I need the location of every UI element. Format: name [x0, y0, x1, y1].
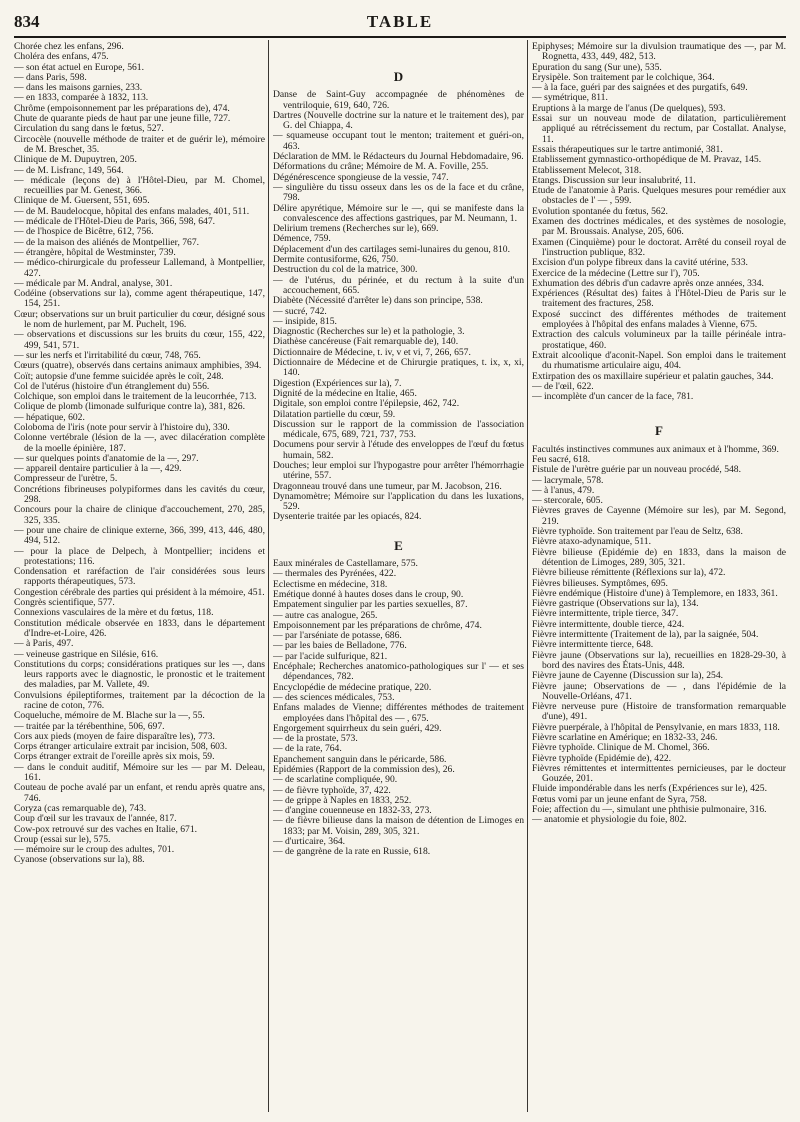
index-entry: Fièvre nerveuse pure (Histoire de transformation remarquable d'une), 491.: [532, 701, 786, 723]
index-entry: Fièvre intermittente (Traitement de la), par la saignée, 504.: [532, 629, 759, 641]
index-entry: Démence, 759.: [273, 233, 331, 245]
index-entry: Dignité de la médecine en Italie, 465.: [273, 387, 417, 399]
index-entry: Diabète (Nécessité d'arrêter le) dans son principe, 538.: [273, 295, 483, 307]
index-entry: Dictionnaire de Médecine et de Chirurgie pratiques, t. ix, x, xi, 140.: [273, 357, 524, 379]
index-entry: Foie; affection du —, simulant une phthisie pulmonaire, 316.: [532, 804, 767, 816]
index-entry: Digestion (Expériences sur la), 7.: [273, 377, 402, 389]
index-entry: — appareil dentaire particulier à la —, 429.: [14, 463, 182, 475]
index-entry: — à Paris, 497.: [14, 638, 74, 650]
index-entry: Fièvre jaune; Observations de — , dans l'épidémie de la Nouvelle-Orléans, 471.: [532, 680, 786, 702]
index-entry: — des sciences médicales, 753.: [273, 691, 395, 703]
index-entry: Cœur; observations sur un bruit particulier du cœur, désigné sous le nom de hurlement, par M. Puchelt, 196.: [14, 308, 265, 331]
index-entry: Dragonneau trouvé dans une tumeur, par M. Jacobson, 216.: [273, 480, 502, 492]
index-entry: Coqueluche, mémoire de M. Blache sur la —, 55.: [14, 710, 205, 722]
index-entry: Chute de quarante pieds de haut par une jeune fille, 727.: [14, 113, 231, 125]
index-entry: Cyanose (observations sur la), 88.: [14, 854, 145, 866]
index-entry: Fièvre bilieuse (Epidémie de) en 1833, dans la maison de détention de Limoges, 289, 305, 321.: [532, 546, 786, 568]
index-entry: Douches; leur emploi sur l'hypogastre pour arrêter l'hémorrhagie utérine, 557.: [273, 459, 524, 482]
index-entry: Fièvre jaune (Observations sur la), recueillies en 1828-29-30, à bord des navires des États-Unis, 448.: [532, 649, 786, 671]
index-entry: — de fièvre bilieuse dans la maison de détention de Limoges en 1833; par M. Voisin, 289, 305, 321.: [273, 815, 524, 837]
index-entry: Fièvres graves de Cayenne (Mémoire sur les), par M. Segond, 219.: [532, 505, 786, 527]
index-entry: Empatement singulier par les parties sexuelles, 87.: [273, 599, 468, 611]
index-entry: — squameuse occupant tout le menton; traitement et guéri-on, 463.: [273, 130, 524, 152]
index-entry: — de gangrène de la rate en Russie, 618.: [273, 846, 431, 858]
index-entry: Discussion sur le rapport de la commission de l'association médicale, 675, 689, 721, 737, 753.: [273, 418, 524, 441]
column-divider: [268, 40, 269, 1112]
index-entry: — de scarlatine compliquée, 90.: [273, 774, 398, 786]
index-entry: Empoisonnement par les préparations de chrôme, 474.: [273, 619, 482, 631]
index-entry: — sucré, 742.: [273, 305, 327, 317]
index-entry: Fièvre jaune de Cayenne (Discussion sur la), 254.: [532, 670, 724, 682]
index-entry: Col de l'utérus (histoire d'un étranglement du) 556.: [14, 380, 210, 392]
index-entry: Etangs. Discussion sur leur insalubrité, 11.: [532, 174, 696, 186]
index-entry: — son état actuel en Europe, 561.: [14, 61, 145, 73]
index-entry: — en 1833, comparée à 1832, 113.: [14, 92, 149, 104]
index-column-left: [14, 42, 265, 1114]
index-entry: Fièvre typhoïde. Clinique de M. Chomel, 366.: [532, 742, 710, 754]
index-entry: Essais thérapeutiques sur le tartre antimonié, 381.: [532, 143, 723, 155]
index-entry: — par les baies de Belladone, 776.: [273, 640, 407, 652]
index-entry: Etude de l'anatomie à Paris. Quelques mesures pour remédier aux obstacles de l' — , 599.: [532, 185, 786, 207]
column-divider: [527, 40, 528, 1112]
index-entry: Concrétions fibrineuses polypiformes dans les cavités du cœur, 298.: [14, 483, 265, 506]
index-entry: — d'angine couenneuse en 1832-33, 273.: [273, 805, 432, 817]
index-entry: Dilatation partielle du cœur, 59.: [273, 408, 396, 420]
index-entry: Fièvre endémique (Histoire d'une) à Templemore, en 1833, 361.: [532, 587, 778, 599]
index-entry: Fièvre intermittente, triple tierce, 347.: [532, 608, 679, 620]
index-entry: Encyclopédie de médecine pratique, 220.: [273, 681, 432, 693]
index-entry: Epidémies (Rapport de la commission des), 26.: [273, 764, 455, 775]
index-entry: Delirium tremens (Recherches sur le), 669.: [273, 223, 439, 235]
index-entry: — médicale de l'Hôtel-Dieu de Paris, 366, 598, 647.: [14, 216, 216, 228]
index-entry: Etablissement gymnastico-orthopédique de M. Pravaz, 145.: [532, 154, 762, 166]
index-entry: Epiphyses; Mémoire sur la divulsion traumatique des —, par M. Rognetta, 433, 449, 482, 513.: [532, 42, 786, 63]
index-entry: Exercice de la médecine (Lettre sur l'), 705.: [532, 267, 700, 279]
index-entry: Cœurs (quatre), observés dans certains animaux amphibies, 394.: [14, 360, 262, 372]
index-entry: — singulière du tissu osseux dans les os de la face et du crâne, 798.: [273, 181, 524, 204]
index-entry: — veineuse gastrique en Silésie, 616.: [14, 648, 159, 660]
index-entry: — dans Paris, 598.: [14, 71, 87, 83]
index-entry: Diathèse cancéreuse (Fait remarquable de), 140.: [273, 336, 459, 348]
section-letter: E: [394, 537, 403, 553]
index-entry: Circocèle (nouvelle méthode de traiter et de guérir le), mémoire de M. Breschet, 35.: [14, 133, 265, 155]
section-e: [273, 537, 524, 858]
index-entry: — de grippe à Naples en 1833, 252.: [273, 794, 412, 806]
index-entry: Extirpation des os maxillaire supérieur et palatin gauches, 344.: [532, 370, 774, 382]
index-entry: — pour une chaire de clinique externe, 366, 399, 413, 446, 480, 494, 512.: [14, 524, 265, 547]
index-entry: Congrès scientifique, 577.: [14, 597, 115, 609]
index-entry: Dégénérescence spongieuse de la vessie, 747.: [273, 171, 449, 183]
index-column-right: [532, 42, 786, 1114]
index-entry: Dartres (Nouvelle doctrine sur la nature et le traitement des), par G. del Chiappa, 4.: [273, 109, 524, 132]
index-entry: Documens pour servir à l'étude des enveloppes de l'œuf du fœtus humain, 582.: [273, 439, 524, 461]
index-entry: Fièvre puerpérale, à l'hôpital de Pensylvanie, en mars 1833, 118.: [532, 721, 780, 733]
index-entry: — de la prostate, 573.: [273, 733, 358, 745]
index-entry: — par l'acide sulfurique, 821.: [273, 650, 388, 662]
index-entry: Expériences (Résultat des) faites à l'Hôtel-Dieu de Paris sur le traitement des fractures, 258.: [532, 288, 786, 310]
index-entry: Déplacement d'un des cartilages semi-lunaires du genou, 810.: [273, 243, 510, 255]
index-entry: Colchique, son emploi dans le traitement de la leucorrhée, 713.: [14, 391, 257, 403]
index-entry: Concours pour la chaire de clinique d'accouchement, 270, 285, 325, 335.: [14, 504, 265, 526]
index-entry: — hépatique, 602.: [14, 411, 85, 423]
index-entry: Fièvres bilieuses. Symptômes, 695.: [532, 577, 668, 589]
index-entry: — mémoire sur le croup des adultes, 701.: [14, 844, 175, 856]
index-entry: Emétique donné à hautes doses dans le croup, 90.: [273, 588, 464, 600]
index-entry: Fœtus vomi par un jeune enfant de Syra, 758.: [532, 793, 707, 805]
index-entry: Déformations du crâne; Mémoire de M. A. Foville, 255.: [273, 161, 489, 173]
section-letter: F: [655, 423, 663, 439]
index-entry: Extraction des calculs volumineux par la taille périnéale intra-prostatique, 460.: [532, 329, 786, 351]
index-entry: Constitutions du corps; considérations pratiques sur les —, dans leurs rapports avec le diagnostic, le pronostic et le traitement des maladies, par M. Vallete, 49.: [14, 658, 265, 691]
index-entry: — d'urticaire, 364.: [273, 836, 346, 848]
index-entry: Fistule de l'urètre guérie par un nouveau procédé, 548.: [532, 464, 741, 476]
index-entry: Clinique de M. Guersent, 551, 695.: [14, 195, 150, 207]
page-header: [14, 12, 786, 34]
index-entry: Corps étranger articulaire extrait par incision, 508, 603.: [14, 741, 228, 753]
index-entry: — par l'arséniate de potasse, 686.: [273, 630, 402, 642]
page-title: TABLE: [366, 12, 434, 31]
index-entry: Coït; autopsie d'une femme suicidée après le coït, 248.: [14, 370, 224, 382]
header-rule: [14, 36, 786, 38]
index-entry: Eruptions à la marge de l'anus (De quelques), 593.: [532, 102, 726, 114]
index-entry: Dysenterie traitée par les opiacés, 824.: [273, 511, 422, 523]
index-entry: — autre cas analogue, 265.: [273, 609, 378, 621]
index-entry: — incomplète d'un cancer de la face, 781.: [532, 391, 694, 403]
index-entry: Dictionnaire de Médecine, t. iv, v et vi, 7, 266, 657.: [273, 346, 471, 358]
index-entry: Eaux minérales de Castellamare, 575.: [273, 558, 418, 570]
index-entry: — dans le conduit auditif, Mémoire sur les — par M. Deleau, 161.: [14, 761, 265, 784]
index-entry: — symétrique, 811.: [532, 92, 608, 104]
index-entry: Coloboma de l'iris (note pour servir à l'histoire du), 330.: [14, 421, 230, 433]
index-entry: Choléra des enfans, 475.: [14, 51, 109, 63]
index-entry: Feu sacré, 618.: [532, 453, 591, 465]
index-column-middle: [273, 42, 524, 1114]
index-entry: Croup (essai sur le), 575.: [14, 833, 111, 845]
index-entry: — pour la place de Delpech, à Montpellier; incidens et protestations; 116.: [14, 545, 265, 567]
index-entry: Chorée chez les enfans, 296.: [14, 42, 124, 52]
section-e-continued: [532, 42, 786, 402]
section-d: [273, 69, 524, 523]
page-number: 834: [14, 12, 40, 31]
index-entry: Colonne vertébrale (lésion de la —, avec dilacération complète de la moelle épinière, 187.: [14, 432, 265, 454]
index-entry: — anatomie et physiologie du foie, 802.: [532, 814, 687, 826]
index-entry: — de l'utérus, du périnée, et du rectum à la suite d'un accouchement, 665.: [273, 274, 524, 296]
index-entry: Cow-pox retrouvé sur des vaches en Italie, 671.: [14, 823, 198, 835]
index-entry: — insipide, 815.: [273, 315, 337, 327]
index-entry: — de l'œil, 622.: [532, 380, 594, 392]
index-entry: Enfans malades de Vienne; différentes méthodes de traitement employées dans l'hôpital des — , 675.: [273, 702, 524, 724]
index-entry: Compresseur de l'urètre, 5.: [14, 473, 118, 485]
index-entry: Facultés instinctives communes aux animaux et à l'homme, 369.: [532, 443, 779, 455]
index-entry: — lacrymale, 578.: [532, 474, 604, 486]
index-entry: Congestion cérébrale des parties qui président à la mémoire, 451.: [14, 586, 265, 598]
index-entry: — thermales des Pyrénées, 422.: [273, 568, 397, 580]
index-entry: — médicale (leçons de) à l'Hôtel-Dieu, par M. Chomel, recueillies par M. Genest, 366.: [14, 174, 265, 197]
index-entry: Coup d'œil sur les travaux de l'année, 817.: [14, 813, 177, 825]
section-c-continued: [14, 42, 265, 866]
index-entry: Fièvres rémittentes et intermittentes pernicieuses, par le docteur Gouzée, 201.: [532, 762, 786, 785]
index-entry: — de M. Lisfranc, 149, 564.: [14, 164, 124, 176]
index-entry: Destruction du col de la matrice, 300.: [273, 264, 418, 276]
index-entry: — de fièvre typhoïde, 37, 422.: [273, 784, 391, 796]
index-entry: Exposé succinct des différentes méthodes de traitement employées à l'hôpital des enfans malades à Vienne, 675.: [532, 308, 786, 331]
index-entry: Excision d'un polype fibreux dans la cavité utérine, 533.: [532, 257, 748, 269]
index-entry: Digitale, son emploi contre l'épilepsie, 462, 742.: [273, 398, 460, 410]
index-entry: Chrôme (empoisonnement par les préparations de), 474.: [14, 102, 230, 114]
index-entry: — de M. Baudelocque, hôpital des enfans malades, 401, 511.: [14, 205, 250, 217]
index-entry: Fièvre typhoïde (Epidémie de), 422.: [532, 752, 672, 764]
index-entry: — médico-chirurgicale du professeur Lallemand, à Montpellier, 427.: [14, 257, 265, 279]
index-entry: Fluide impondérable dans les nerfs (Expériences sur le), 425.: [532, 783, 767, 795]
index-entry: — stercorale, 605.: [532, 495, 603, 507]
index-entry: — sur les nerfs et l'irritabilité du cœur, 748, 765.: [14, 349, 201, 361]
index-entry: Fièvre ataxo-adynamique, 511.: [532, 536, 651, 548]
index-entry: Etablissement Melecot, 318.: [532, 164, 642, 176]
index-entry: Evolution spontanée du fœtus, 562.: [532, 205, 668, 217]
index-entry: — de la rate, 764.: [273, 743, 342, 755]
index-entry: — observations et discussions sur les bruits du cœur, 155, 422, 499, 541, 571.: [14, 329, 265, 351]
index-entry: Fièvre bilieuse rémittente (Réflexions sur la), 472.: [532, 567, 726, 579]
index-entry: — traitée par la térébenthine, 506, 697.: [14, 720, 165, 732]
index-entry: — à l'anus, 479.: [532, 484, 595, 496]
index-entry: — étrangère, hôpital de Westminster, 739.: [14, 246, 176, 258]
index-entry: Déclaration de MM. le Rédacteurs du Journal Hebdomadaire, 96.: [273, 151, 524, 163]
index-entry: — à la face, guéri par des saignées et des purgatifs, 649.: [532, 82, 748, 94]
index-entry: Danse de Saint-Guy accompagnée de phénomènes de ventriloquie, 619, 640, 726.: [273, 89, 524, 111]
index-entry: Epanchement sanguin dans le péricarde, 586.: [273, 753, 447, 765]
index-entry: Examen (Cinquième) pour le doctorat. Arrêté du conseil royal de l'instruction publique, 832.: [532, 236, 786, 258]
index-entry: Corps étranger extrait de l'oreille après six mois, 59.: [14, 751, 215, 763]
index-entry: Circulation du sang dans le fœtus, 527.: [14, 123, 164, 135]
index-entry: Colique de plomb (limonade sulfurique contre la), 381, 826.: [14, 401, 245, 413]
index-entry: — dans les maisons garnies, 233.: [14, 82, 143, 94]
index-entry: Fièvre intermittente tierce, 648.: [532, 639, 654, 651]
index-entry: Essai sur un nouveau mode de dilatation, particulièrement appliqué au rétrécissement du rectum, par Costallat. Analyse, 11.: [532, 113, 786, 145]
index-entry: Clinique de M. Dupuytren, 205.: [14, 154, 137, 166]
index-entry: Connexions vasculaires de la mère et du fœtus, 118.: [14, 607, 214, 619]
index-entry: Cors aux pieds (moyen de faire disparaître les), 773.: [14, 730, 215, 742]
index-entry: Epuration du sang (Sur une), 535.: [532, 61, 662, 73]
index-entry: Dermite contusiforme, 626, 750.: [273, 254, 399, 266]
index-entry: Exhumation des débris d'un cadavre après onze années, 334.: [532, 277, 764, 289]
section-letter: D: [393, 69, 404, 84]
index-entry: Extrait alcoolique d'aconit-Napel. Son emploi dans le traitement du rhumatisme articulaire aigu, 404.: [532, 349, 786, 372]
index-entry: Fièvre intermittente, double tierce, 424.: [532, 618, 685, 630]
index-entry: Condensation et raréfaction de l'air considérées sous leurs rapports thérapeutiques, 573.: [14, 566, 265, 588]
index-entry: Diagnostic (Recherches sur le) et la pathologie, 3.: [273, 326, 465, 338]
index-entry: Engorgement squirrheux du sein guéri, 429.: [273, 722, 442, 734]
index-entry: Fièvre typhoïde. Son traitement par l'eau de Seltz, 638.: [532, 526, 743, 538]
index-entry: Délire apyrétique, Mémoire sur le —, qui se manifeste dans la convalescence des affections gastriques, par M. Neumann, 1.: [273, 202, 524, 224]
index-entry: Convulsions épileptiformes, traitement par la décoction de la racine de coton, 776.: [14, 689, 265, 711]
index-entry: Constitution médicale observée en 1833, dans le département d'Indre-et-Loire, 426.: [14, 617, 265, 639]
index-entry: Examen des doctrines médicales, et des systèmes de nosologie, par M. Broussais. Analyse, 205, 606.: [532, 216, 786, 238]
index-entry: Fièvre scarlatine en Amérique; en 1832-33, 246.: [532, 732, 718, 743]
index-entry: Dynamomètre; Mémoire sur l'application du dans les luxations, 529.: [273, 490, 524, 513]
section-f: [532, 423, 786, 826]
index-entry: — de l'hospice de Bicêtre, 612, 756.: [14, 226, 154, 238]
index-entry: Codéine (observations sur la), comme agent thérapeutique, 147, 154, 251.: [14, 288, 265, 310]
index-entry: — de la maison des aliénés de Montpellier, 767.: [14, 236, 200, 248]
index-entry: Encéphale; Recherches anatomico-pathologiques sur l' — et ses dépendances, 782.: [273, 661, 524, 683]
index-entry: Coryza (cas remarquable de), 743.: [14, 802, 147, 814]
index-entry: Couteau de poche avalé par un enfant, et rendu après quatre ans, 746.: [14, 782, 265, 804]
index-entry: Erysipèle. Son traitement par le colchique, 364.: [532, 71, 715, 83]
index-entry: Fièvre gastrique (Observations sur la), 134.: [532, 598, 699, 610]
index-entry: — sur quelques points d'anatomie de la —, 297.: [14, 452, 199, 464]
index-entry: Eclectisme en médecine, 318.: [273, 578, 388, 590]
index-entry: — médicale par M. Andral, analyse, 301.: [14, 277, 173, 289]
